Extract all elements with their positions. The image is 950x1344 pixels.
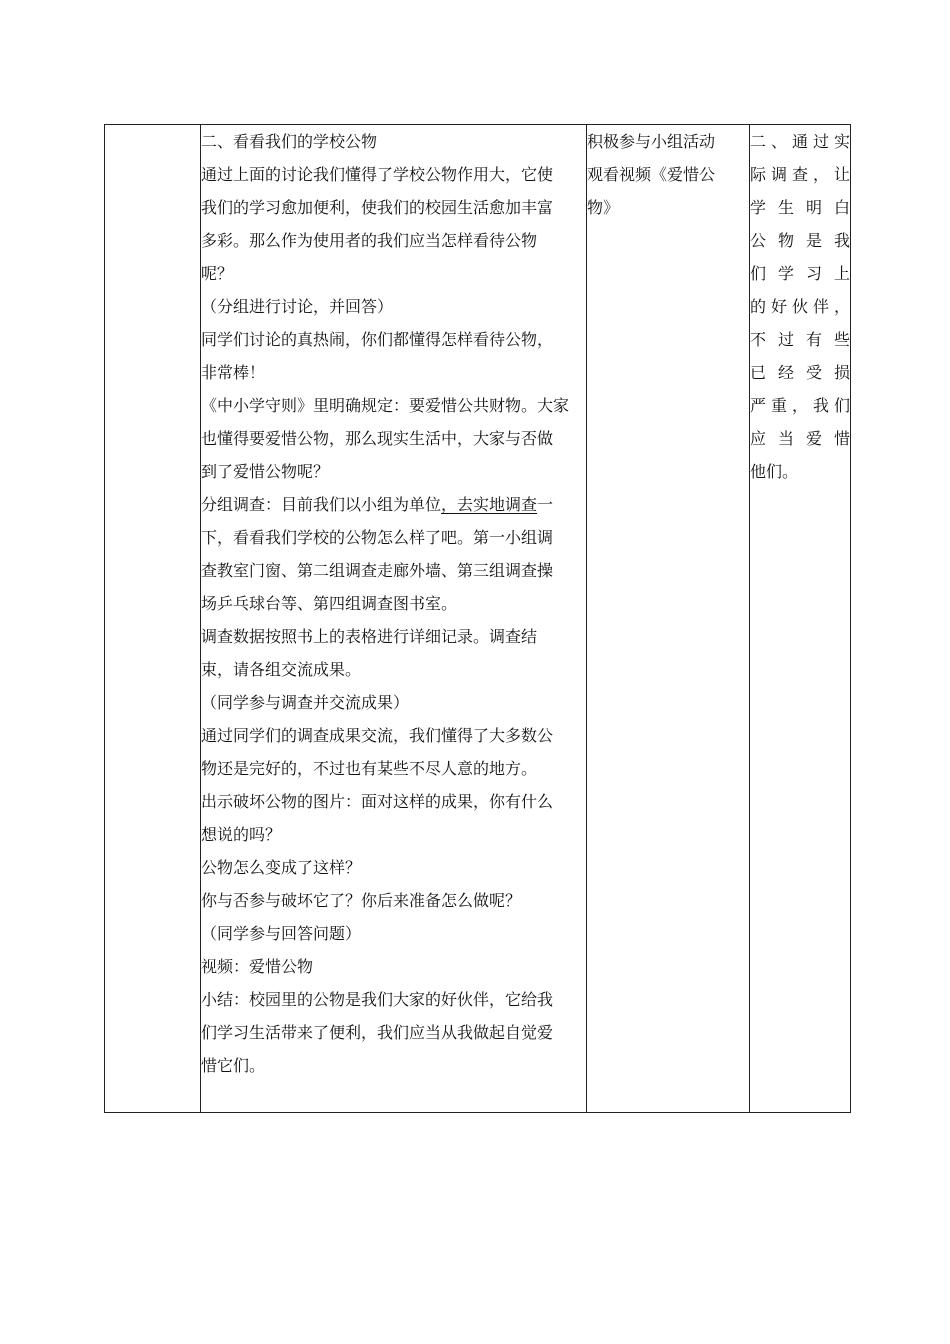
text-line: 下，看看我们学校的公物怎么样了吧。第一小组调 <box>201 528 554 547</box>
text-line: 视频：爱惜公物 <box>201 957 314 976</box>
text-line: 应当爱惜 <box>750 429 850 448</box>
text-line: 已经受损 <box>750 363 850 382</box>
text-line: 严重，我们 <box>750 396 850 415</box>
text-line: 物》 <box>587 198 620 217</box>
text-line: 非常棒！ <box>201 363 266 382</box>
text-line: 他们。 <box>750 462 799 481</box>
design-intent-cell <box>750 125 851 1113</box>
text-line: 我们的学习愈加便利，使我们的校园生活愈加丰富 <box>201 198 554 217</box>
text-line: 学生明白 <box>750 198 850 217</box>
text-line: 们学习上 <box>750 264 850 283</box>
text-line: 通过上面的讨论我们懂得了学校公物作用大，它使 <box>201 165 554 184</box>
text-line: 出示破坏公物的图片：面对这样的成果，你有什么 <box>201 792 554 811</box>
text-line: 束，请各组交流成果。 <box>201 660 362 679</box>
text-line: 调查数据按照书上的表格进行详细记录。调查结 <box>201 627 538 646</box>
text-line: 二、通过实 <box>750 132 850 151</box>
student-activity-cell <box>587 125 750 1113</box>
text-line: 通过同学们的调查成果交流，我们懂得了大多数公 <box>201 726 554 745</box>
text-line: （同学参与回答问题） <box>201 924 362 943</box>
text-segment: 分组调查：目前我们以小组为单位 <box>201 495 442 514</box>
text-line: 际调查，让 <box>750 165 850 184</box>
text-line: 公物怎么变成了这样？ <box>201 858 362 877</box>
text-line: 不过有些 <box>750 330 850 349</box>
text-line: 们学习生活带来了便利，我们应当从我做起自觉爱 <box>201 1023 554 1042</box>
text-line: 的好伙伴， <box>750 297 850 316</box>
empty-column-cell <box>105 125 201 1113</box>
text-line: 物还是完好的，不过也有某些不尽人意的地方。 <box>201 759 538 778</box>
text-line: 查教室门窗、第二组调查走廊外墙、第三组调查操 <box>201 561 554 580</box>
text-line: 《中小学守则》里明确规定：要爱惜公共财物。大家 <box>201 396 570 415</box>
underlined-text: ，去实地调查 <box>441 495 538 514</box>
text-line: 同学们讨论的真热闹，你们都懂得怎样看待公物， <box>201 330 554 349</box>
text-line <box>201 488 586 521</box>
text-line: 多彩。那么作为使用者的我们应当怎样看待公物 <box>201 231 538 250</box>
text-line: 到了爱惜公物呢？ <box>201 462 330 481</box>
text-segment: 一 <box>537 495 554 514</box>
text-line: 观看视频《爱惜公 <box>587 165 716 184</box>
text-line: 积极参与小组活动 <box>587 132 716 151</box>
table-row <box>105 125 851 1113</box>
text-line: 二、看看我们的学校公物 <box>201 132 378 151</box>
text-line: 公物是我 <box>750 231 850 250</box>
lesson-plan-table <box>104 124 851 1113</box>
text-line: 也懂得要爱惜公物，那么现实生活中，大家与否做 <box>201 429 554 448</box>
text-line: 惜它们。 <box>201 1056 266 1075</box>
text-line: 场乒乓球台等、第四组调查图书室。 <box>201 594 458 613</box>
text-line: （同学参与调查并交流成果） <box>201 693 410 712</box>
text-line: 小结：校园里的公物是我们大家的好伙伴，它给我 <box>201 990 554 1009</box>
text-line: 呢？ <box>201 264 234 283</box>
text-line: 你与否参与破坏它了？你后来准备怎么做呢？ <box>201 891 522 910</box>
teaching-process-cell <box>201 125 587 1113</box>
text-line: 想说的吗？ <box>201 825 282 844</box>
text-line: （分组进行讨论，并回答） <box>201 297 394 316</box>
